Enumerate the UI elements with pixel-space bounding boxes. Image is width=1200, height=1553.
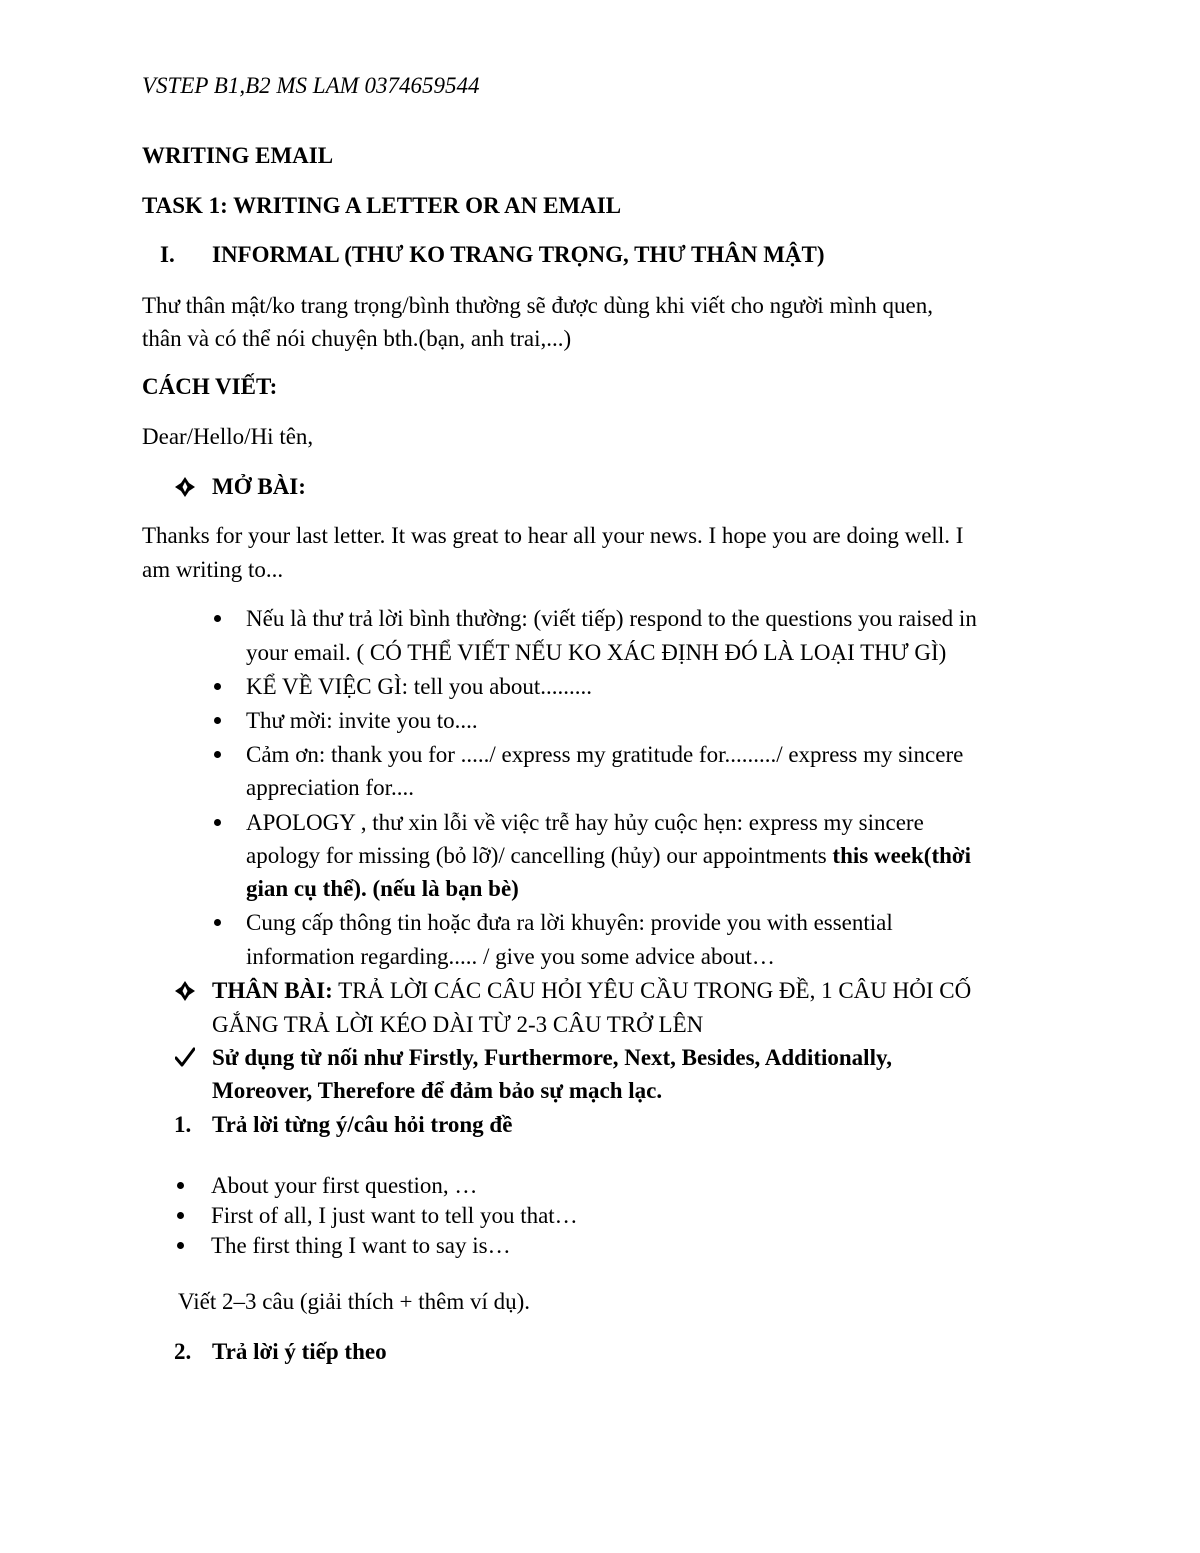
purpose-apology-line-3: gian cụ thể). (nếu là bạn bè) — [246, 876, 519, 901]
intro-line-2: thân và có thể nói chuyện bth.(bạn, anh trai,...) — [142, 326, 572, 351]
step-2-number: 2. — [174, 1339, 192, 1364]
than-bai-line-1 — [212, 974, 971, 1008]
than-bai-text: TRẢ LỜI CÁC CÂU HỎI YÊU CẦU TRONG ĐỀ, 1 CÂU HỎI CỐ — [332, 978, 972, 1003]
document-title: WRITING EMAIL — [142, 143, 334, 168]
than-bai-label: THÂN BÀI: — [212, 978, 333, 1003]
step-1-number: 1. — [174, 1112, 192, 1137]
checkmark-icon — [175, 1047, 195, 1067]
purpose-reply-line-1: Nếu là thư trả lời bình thường: (viết tiếp) respond to the questions you raised in — [246, 606, 977, 631]
phrase-1: About your first question, … — [211, 1173, 478, 1198]
connectors-line-2: Moreover, Therefore để đảm bảo sự mạch lạc. — [212, 1078, 663, 1103]
step-2-heading: Trả lời ý tiếp theo — [212, 1339, 387, 1364]
purpose-advice-line-2: information regarding..... / give you some advice about… — [246, 944, 775, 969]
bullet-dot — [214, 615, 221, 622]
bullet-dot — [177, 1242, 184, 1249]
phrase-2: First of all, I just want to tell you that… — [211, 1203, 578, 1228]
bullet-dot — [214, 819, 221, 826]
bullet-dot — [214, 751, 221, 758]
opening-line-2: am writing to... — [142, 557, 284, 582]
page-header: VSTEP B1,B2 MS LAM 0374659544 — [142, 73, 480, 98]
than-bai-line-2: GẮNG TRẢ LỜI KÉO DÀI TỪ 2-3 CÂU TRỞ LÊN — [212, 1012, 704, 1037]
bullet-dot — [214, 717, 221, 724]
greeting-line: Dear/Hello/Hi tên, — [142, 424, 314, 449]
diamond-bullet-icon — [174, 476, 196, 498]
bullet-dot — [214, 919, 221, 926]
section-heading: INFORMAL (THƯ KO TRANG TRỌNG, THƯ THÂN MẬT) — [212, 242, 825, 267]
bullet-dot — [177, 1182, 184, 1189]
purpose-advice-line-1: Cung cấp thông tin hoặc đưa ra lời khuyên: provide you with essential — [246, 910, 893, 935]
section-numeral: I. — [160, 242, 175, 267]
purpose-apology-line-1: APOLOGY , thư xin lỗi về việc trễ hay hủy cuộc hẹn: express my sincere — [246, 810, 924, 835]
phrase-3: The first thing I want to say is… — [211, 1233, 511, 1258]
purpose-thanks-line-2: appreciation for.... — [246, 775, 414, 800]
step-1-note: Viết 2–3 câu (giải thích + thêm ví dụ). — [178, 1289, 531, 1314]
apology-emphasis: this week(thời — [832, 843, 972, 868]
task-heading: TASK 1: WRITING A LETTER OR AN EMAIL — [142, 193, 622, 218]
purpose-invite-line: Thư mời: invite you to.... — [246, 708, 478, 733]
connectors-line-1: Sử dụng từ nối như Firstly, Furthermore, Next, Besides, Additionally, — [212, 1045, 892, 1070]
opening-line-1: Thanks for your last letter. It was great to hear all your news. I hope you are doing well. I — [142, 523, 964, 548]
bullet-dot — [214, 683, 221, 690]
bullet-dot — [177, 1212, 184, 1219]
purpose-tell-line: KỂ VỀ VIỆC GÌ: tell you about......... — [246, 674, 593, 699]
diamond-bullet-icon — [174, 980, 196, 1002]
apology-text: apology for missing (bỏ lỡ)/ cancelling (hủy) our appointments — [246, 843, 833, 868]
purpose-reply-line-2: your email. ( CÓ THỂ VIẾT NẾU KO XÁC ĐỊNH ĐÓ LÀ LOẠI THƯ GÌ) — [246, 640, 947, 665]
intro-line-1: Thư thân mật/ko trang trọng/bình thường sẽ được dùng khi viết cho người mình quen, — [142, 293, 933, 318]
purpose-apology-line-2 — [246, 839, 971, 873]
step-1-heading: Trả lời từng ý/câu hỏi trong đề — [212, 1112, 513, 1137]
mo-bai-heading: MỞ BÀI: — [212, 474, 306, 499]
cach-viet-heading: CÁCH VIẾT: — [142, 374, 278, 399]
purpose-thanks-line-1: Cảm ơn: thank you for ...../ express my gratitude for........./ express my sincere — [246, 742, 964, 767]
